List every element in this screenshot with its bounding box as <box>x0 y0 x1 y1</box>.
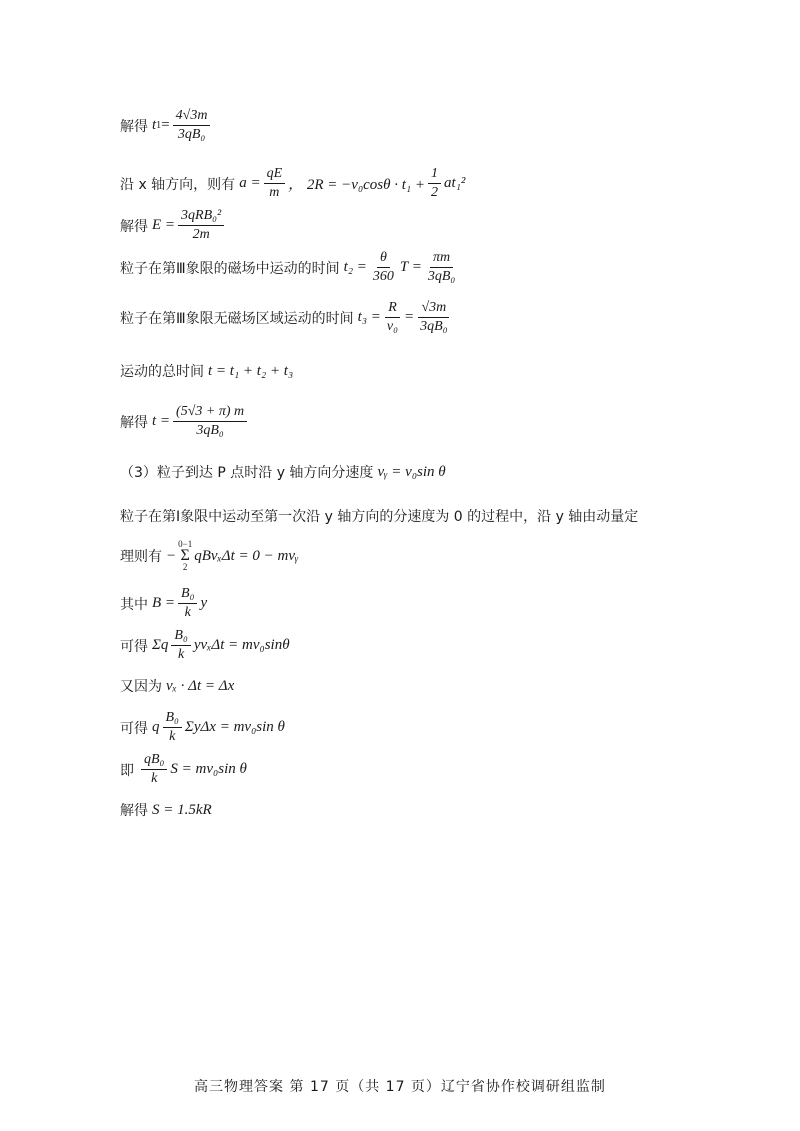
fraction: $\frac{4√3m}{\text{3qB₀}}$ <box>173 108 211 143</box>
fraction: $\frac{\text{B₀}}{k}$ <box>178 586 197 621</box>
fraction: $\frac{\text{qB₀}}{k}$ <box>141 752 167 787</box>
fraction: $\frac{(5√3 + \pi) m}{\text{3qB₀}}$ <box>173 404 247 439</box>
fraction: $\frac{√3m}{\text{3qB₀}}$ <box>420 300 448 334</box>
fraction: $\frac{\theta}{360}$ <box>372 250 394 284</box>
line-derive-2: 可得 q $\frac{\text{B₀}}{k}$ ΣyΔx = mv₀sin θ <box>120 710 285 744</box>
line-t1: 解得 t 1 = $\frac{4√3m}{\text{3qB₀}}$ <box>120 108 213 143</box>
line-total-time: 运动的总时间 t = t₁ + t₂ + t₃ <box>120 362 294 380</box>
page-footer: 高三物理答案 第 17 页（共 17 页）辽宁省协作校调研组监制 <box>194 1079 606 1095</box>
line-derive-1: 可得 Σq $\frac{\text{B₀}}{k}$ yvₓΔt = mv₀sinθ <box>120 628 290 662</box>
fraction: $\frac{\text{B₀}}{k}$ <box>163 710 182 745</box>
line-i-e: 即 $\frac{\text{qB₀}}{k}$ S = mv₀sin θ <box>120 752 247 786</box>
line-t2: 粒子在第Ⅲ象限的磁场中运动的时间 t₂ = $\frac{\theta}{360}$ T = $\frac{\pi m}{\text{3qB₀}}$ <box>120 250 461 285</box>
line-t3: 粒子在第Ⅲ象限无磁场区域运动的时间 t₃ = $\frac{R}{\text{v₀}}$ = $\frac{√3m}{\text{3qB₀}}$ <box>120 300 454 335</box>
fraction: $\frac{qE}{m}$ <box>264 166 286 201</box>
line-E: 解得 E = $\frac{\text{3qRB₀²}}{2m}$ <box>120 208 227 243</box>
fraction: $\frac{1}{2}$ <box>428 166 441 201</box>
line-because: 又因为 vₓ · Δt = Δx <box>120 677 235 695</box>
line-momentum-1: 粒子在第Ⅰ象限中运动至第一次沿 y 轴方向的分速度为 0 的过程中，沿 y 轴由动量定 <box>120 509 639 525</box>
fraction: $\frac{\pi m}{\text{3qB₀}}$ <box>427 250 456 284</box>
line-t-result: 解得 t = $\frac{(5√3 + \pi) m}{\text{3qB₀}}$ <box>120 404 250 439</box>
line-B: 其中 B = $\frac{\text{B₀}}{k}$ y <box>120 586 208 620</box>
line-momentum-2: 理则有 − 0−1 Σ 2 qBvₓΔt = 0 − mvᵧ <box>120 539 299 572</box>
line-S-result: 解得 S = 1.5kR <box>120 801 212 819</box>
fraction: $\frac{\text{B₀}}{k}$ <box>171 628 190 663</box>
fraction: $\frac{R}{\text{v₀}}$ <box>386 300 399 334</box>
line-part3: （3）粒子到达 P 点时沿 y 轴方向分速度 vᵧ = v₀sin θ <box>120 463 446 481</box>
summation-symbol: 0−1 Σ 2 <box>178 539 193 572</box>
fraction: $\frac{\text{3qRB₀²}}{2m}$ <box>178 208 224 243</box>
line-x-axis: 沿 x 轴方向，则有 a = $\frac{qE}{m}$ ， 2R = −v₀cosθ · t₁ + $\frac{1}{2}$ at₁² <box>120 166 466 200</box>
